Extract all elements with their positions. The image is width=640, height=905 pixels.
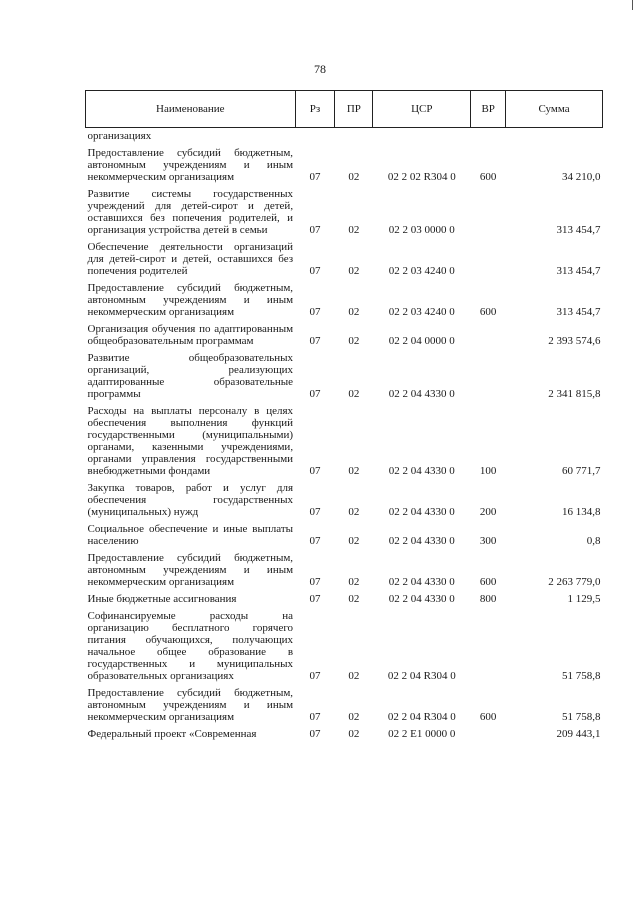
- cell-sum: 313 454,7: [556, 265, 601, 277]
- cell-name: Предоставление субсидий бюджетным, автономным учреждениям и иным некоммерческим организациям: [87, 552, 294, 588]
- cell-csr: 02 2 04 0000 0: [388, 335, 455, 347]
- table-row: [86, 144, 603, 185]
- table-row: [86, 520, 603, 549]
- cell-vr: 200: [479, 506, 497, 518]
- cell-rz: 07: [309, 670, 321, 682]
- cell-csr: 02 2 03 4240 0: [388, 306, 455, 318]
- cell-rz: 07: [309, 224, 321, 236]
- cell-sum: [506, 128, 603, 145]
- cell-rz: 07: [309, 465, 321, 477]
- cell-rz: 07: [309, 728, 321, 740]
- header-csr: ЦСР: [373, 91, 471, 128]
- corner-mark: [632, 0, 633, 10]
- header-row: [86, 91, 603, 128]
- cell-name: организациях: [87, 130, 152, 142]
- cell-vr: [471, 349, 506, 402]
- cell-pr: 02: [348, 335, 360, 347]
- cell-name: Обеспечение деятельности организаций для детей-сирот и детей, оставшихся без попечения родителей: [87, 241, 294, 277]
- table-row: [86, 549, 603, 590]
- cell-vr: 600: [479, 306, 497, 318]
- cell-pr: 02: [348, 576, 360, 588]
- cell-name: Закупка товаров, работ и услуг для обеспечения государственных (муниципальных) нужд: [87, 482, 294, 518]
- header-pr: ПР: [335, 91, 373, 128]
- cell-name: Предоставление субсидий бюджетным, автономным учреждениям и иным некоммерческим организациям: [87, 147, 294, 183]
- cell-csr: 02 2 04 R304 0: [387, 670, 456, 682]
- cell-csr: 02 2 04 4330 0: [388, 465, 455, 477]
- cell-pr: 02: [348, 711, 360, 723]
- cell-pr: 02: [348, 224, 360, 236]
- table-row: [86, 128, 603, 145]
- page-number: 78: [314, 62, 326, 76]
- cell-vr: 800: [479, 593, 497, 605]
- cell-rz: 07: [309, 535, 321, 547]
- table-row: [86, 185, 603, 238]
- cell-rz: 07: [309, 265, 321, 277]
- cell-vr: 600: [479, 711, 497, 723]
- cell-sum: 313 454,7: [556, 224, 601, 236]
- cell-name: Развитие системы государственных учреждений для детей-сирот и детей, оставшихся без попечения родителей, и организация устройства детей в семьи: [87, 188, 294, 236]
- table-header: [86, 91, 603, 128]
- cell-csr: 02 2 04 R304 0: [387, 711, 456, 723]
- cell-pr: 02: [348, 728, 360, 740]
- cell-pr: 02: [348, 465, 360, 477]
- cell-sum: 2 393 574,6: [548, 335, 601, 347]
- cell-sum: 209 443,1: [556, 728, 601, 740]
- table-row: [86, 238, 603, 279]
- cell-name: Социальное обеспечение и иные выплаты населению: [87, 523, 294, 547]
- cell-rz: [295, 128, 335, 145]
- cell-csr: 02 2 04 4330 0: [388, 593, 455, 605]
- cell-rz: 07: [309, 711, 321, 723]
- cell-vr: [471, 320, 506, 349]
- cell-vr: [471, 607, 506, 684]
- cell-vr: [471, 725, 506, 742]
- cell-sum: 16 134,8: [562, 506, 601, 518]
- cell-csr: 02 2 04 4330 0: [388, 388, 455, 400]
- cell-rz: 07: [309, 506, 321, 518]
- header-sum: Сумма: [506, 91, 603, 128]
- cell-rz: 07: [309, 171, 321, 183]
- budget-table: [85, 90, 603, 742]
- cell-pr: 02: [348, 535, 360, 547]
- cell-sum: 2 341 815,8: [548, 388, 601, 400]
- cell-pr: [335, 128, 373, 145]
- cell-name: Предоставление субсидий бюджетным, автономным учреждениям и иным некоммерческим организациям: [87, 687, 294, 723]
- cell-name: Организация обучения по адаптированным общеобразовательным программам: [87, 323, 294, 347]
- header-name: Наименование: [86, 91, 296, 128]
- table-row: [86, 590, 603, 607]
- cell-vr: [471, 185, 506, 238]
- cell-sum: 60 771,7: [562, 465, 601, 477]
- table-row: [86, 479, 603, 520]
- cell-sum: 313 454,7: [556, 306, 601, 318]
- cell-pr: 02: [348, 506, 360, 518]
- table-row: [86, 349, 603, 402]
- cell-name: Расходы на выплаты персоналу в целях обеспечения выполнения функций государственными (муниципальными) органами, казенными учреждениями, органами управления государственными внебюджетными фондами: [87, 405, 294, 477]
- table-row: [86, 684, 603, 725]
- table-row: [86, 402, 603, 479]
- table-row: [86, 607, 603, 684]
- cell-vr: 600: [479, 576, 497, 588]
- cell-name: Софинансируемые расходы на организацию бесплатного горячего питания обучающихся, получающих начальное общее образование в государственных и муниципальных образовательных организациях: [87, 610, 294, 682]
- cell-pr: 02: [348, 265, 360, 277]
- cell-rz: 07: [309, 576, 321, 588]
- table-row: [86, 279, 603, 320]
- cell-pr: 02: [348, 388, 360, 400]
- cell-vr: 600: [479, 171, 497, 183]
- cell-name: Развитие общеобразовательных организаций, реализующих адаптированные образовательные программы: [87, 352, 294, 400]
- cell-sum: 1 129,5: [567, 593, 601, 605]
- header-rz: Рз: [295, 91, 335, 128]
- cell-csr: 02 2 E1 0000 0: [388, 728, 456, 740]
- cell-pr: 02: [348, 593, 360, 605]
- cell-name: Предоставление субсидий бюджетным, автономным учреждениям и иным некоммерческим организациям: [87, 282, 294, 318]
- table-body: [86, 128, 603, 743]
- cell-sum: 51 758,8: [562, 711, 601, 723]
- cell-csr: 02 2 02 R304 0: [387, 171, 456, 183]
- cell-pr: 02: [348, 670, 360, 682]
- cell-name: Иные бюджетные ассигнования: [87, 593, 237, 605]
- cell-vr: 300: [479, 535, 497, 547]
- cell-rz: 07: [309, 306, 321, 318]
- cell-csr: [373, 128, 471, 145]
- header-vr: ВР: [471, 91, 506, 128]
- cell-csr: 02 2 04 4330 0: [388, 576, 455, 588]
- cell-rz: 07: [309, 335, 321, 347]
- cell-vr: 100: [479, 465, 497, 477]
- table-row: [86, 725, 603, 742]
- cell-pr: 02: [348, 306, 360, 318]
- cell-rz: 07: [309, 388, 321, 400]
- cell-sum: 51 758,8: [562, 670, 601, 682]
- cell-vr: [471, 238, 506, 279]
- cell-csr: 02 2 03 4240 0: [388, 265, 455, 277]
- cell-name: Федеральный проект «Современная: [87, 728, 257, 740]
- cell-vr: [471, 128, 506, 145]
- table-row: [86, 320, 603, 349]
- cell-pr: 02: [348, 171, 360, 183]
- cell-csr: 02 2 04 4330 0: [388, 535, 455, 547]
- cell-sum: 34 210,0: [562, 171, 601, 183]
- cell-csr: 02 2 03 0000 0: [388, 224, 455, 236]
- cell-sum: 0,8: [586, 535, 601, 547]
- cell-rz: 07: [309, 593, 321, 605]
- cell-csr: 02 2 04 4330 0: [388, 506, 455, 518]
- cell-sum: 2 263 779,0: [548, 576, 601, 588]
